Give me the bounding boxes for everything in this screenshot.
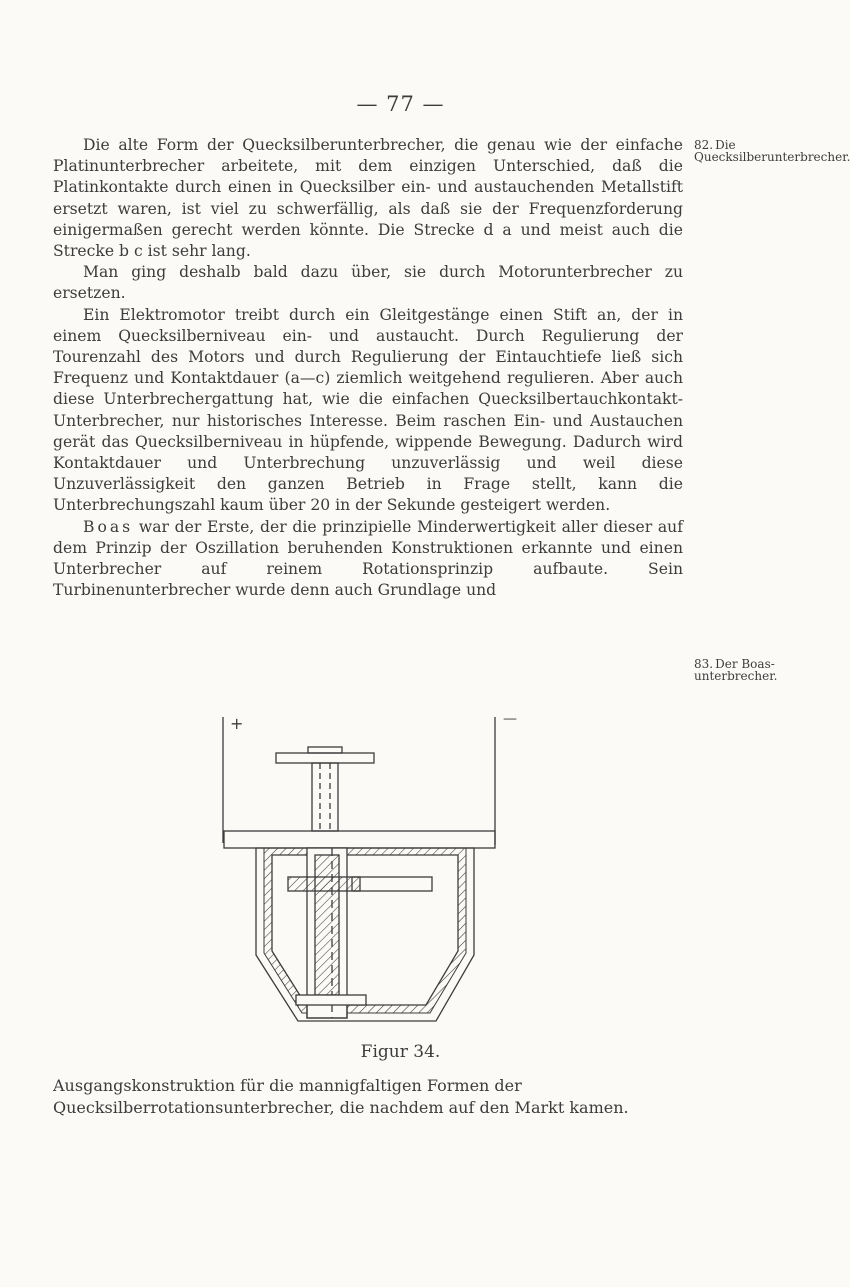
paragraph-4 — [53, 517, 683, 602]
plus-label: + — [230, 714, 244, 733]
base-plate — [224, 831, 495, 848]
paragraph-4-text: war der Erste, der die prinzipielle Minderwertigkeit aller dieser auf dem Prinzip der Oszillation beruhenden Konstruktionen erkannte und einen Unterbrecher auf reinem Rotationsprinzip aufbaute. Sein Turbinenunterbrecher wurde denn auch Grundlage und — [53, 517, 683, 600]
paragraph-3: Ein Elektromotor treibt durch ein Gleitgestänge einen Stift an, der in einem Quecksilberniveau ein- und austaucht. Durch Regulierung der Tourenzahl des Motors und durch Regulierung der Eintauchtiefe ließ sich Frequenz und Kontaktdauer (a—c) ziemlich weitgehend regulieren. Aber auch diese Unterbrechergattung hat, wie die einfachen Quecksilbertauchkontakt-Unterbrecher, nur historisches Interesse. Beim raschen Ein- und Austauchen gerät das Quecksilberniveau in hüpfende, wippende Bewegung. Dadurch wird Kontaktdauer und Unterbrechung unzuverlässig und weil diese Unzuverlässigkeit den ganzen Betrieb in Frage stellt, kann die Unterbrechungszahl kaum über 20 in der Sekunde gesteigert werden. — [53, 305, 683, 515]
margin-note-text: Der Boas-unterbrecher. — [694, 657, 778, 683]
minus-label: — — [503, 711, 517, 727]
body-text — [53, 135, 683, 601]
margin-note-83 — [694, 659, 799, 682]
paragraph-1: Die alte Form der Quecksilberunterbrecher, die genau wie der einfache Platinunterbrecher arbeitete, mit dem einzigen Unterschied, daß die Platinkontakte durch einen in Quecksilber ein- und austauchenden Metallstift ersetzt waren, ist viel zu schwerfällig, als daß sie der Frequenzforderung einigermaßen gerecht werden könnte. Die Strecke d a und meist auch die Strecke b c ist sehr lang. — [53, 136, 683, 261]
margin-note-number: 82. — [694, 138, 714, 152]
boas-name: Boas — [83, 517, 134, 536]
margin-note-number: 83. — [694, 657, 714, 671]
rotor-arm — [288, 877, 360, 891]
drive-shaft-housing — [312, 763, 338, 831]
margin-note-text: Die Quecksilberunterbrecher. — [694, 138, 850, 164]
figure-description: Ausgangskonstruktion für die mannigfaltigen Formen der Quecksilberrotationsunterbrecher, die nachdem auf den Markt kamen. — [53, 1076, 629, 1117]
turbine-interrupter-drawing — [200, 705, 600, 1035]
paragraph-2: Man ging deshalb bald dazu über, sie durch Motorunterbrecher zu ersetzen. — [53, 263, 683, 303]
top-plate — [276, 753, 374, 763]
figure-caption: Figur 34. — [360, 1042, 441, 1062]
margin-note-82 — [694, 138, 850, 164]
top-knob — [308, 747, 342, 753]
page-number: — 77 — — [356, 92, 445, 116]
figure-34-illustration — [200, 705, 600, 1035]
